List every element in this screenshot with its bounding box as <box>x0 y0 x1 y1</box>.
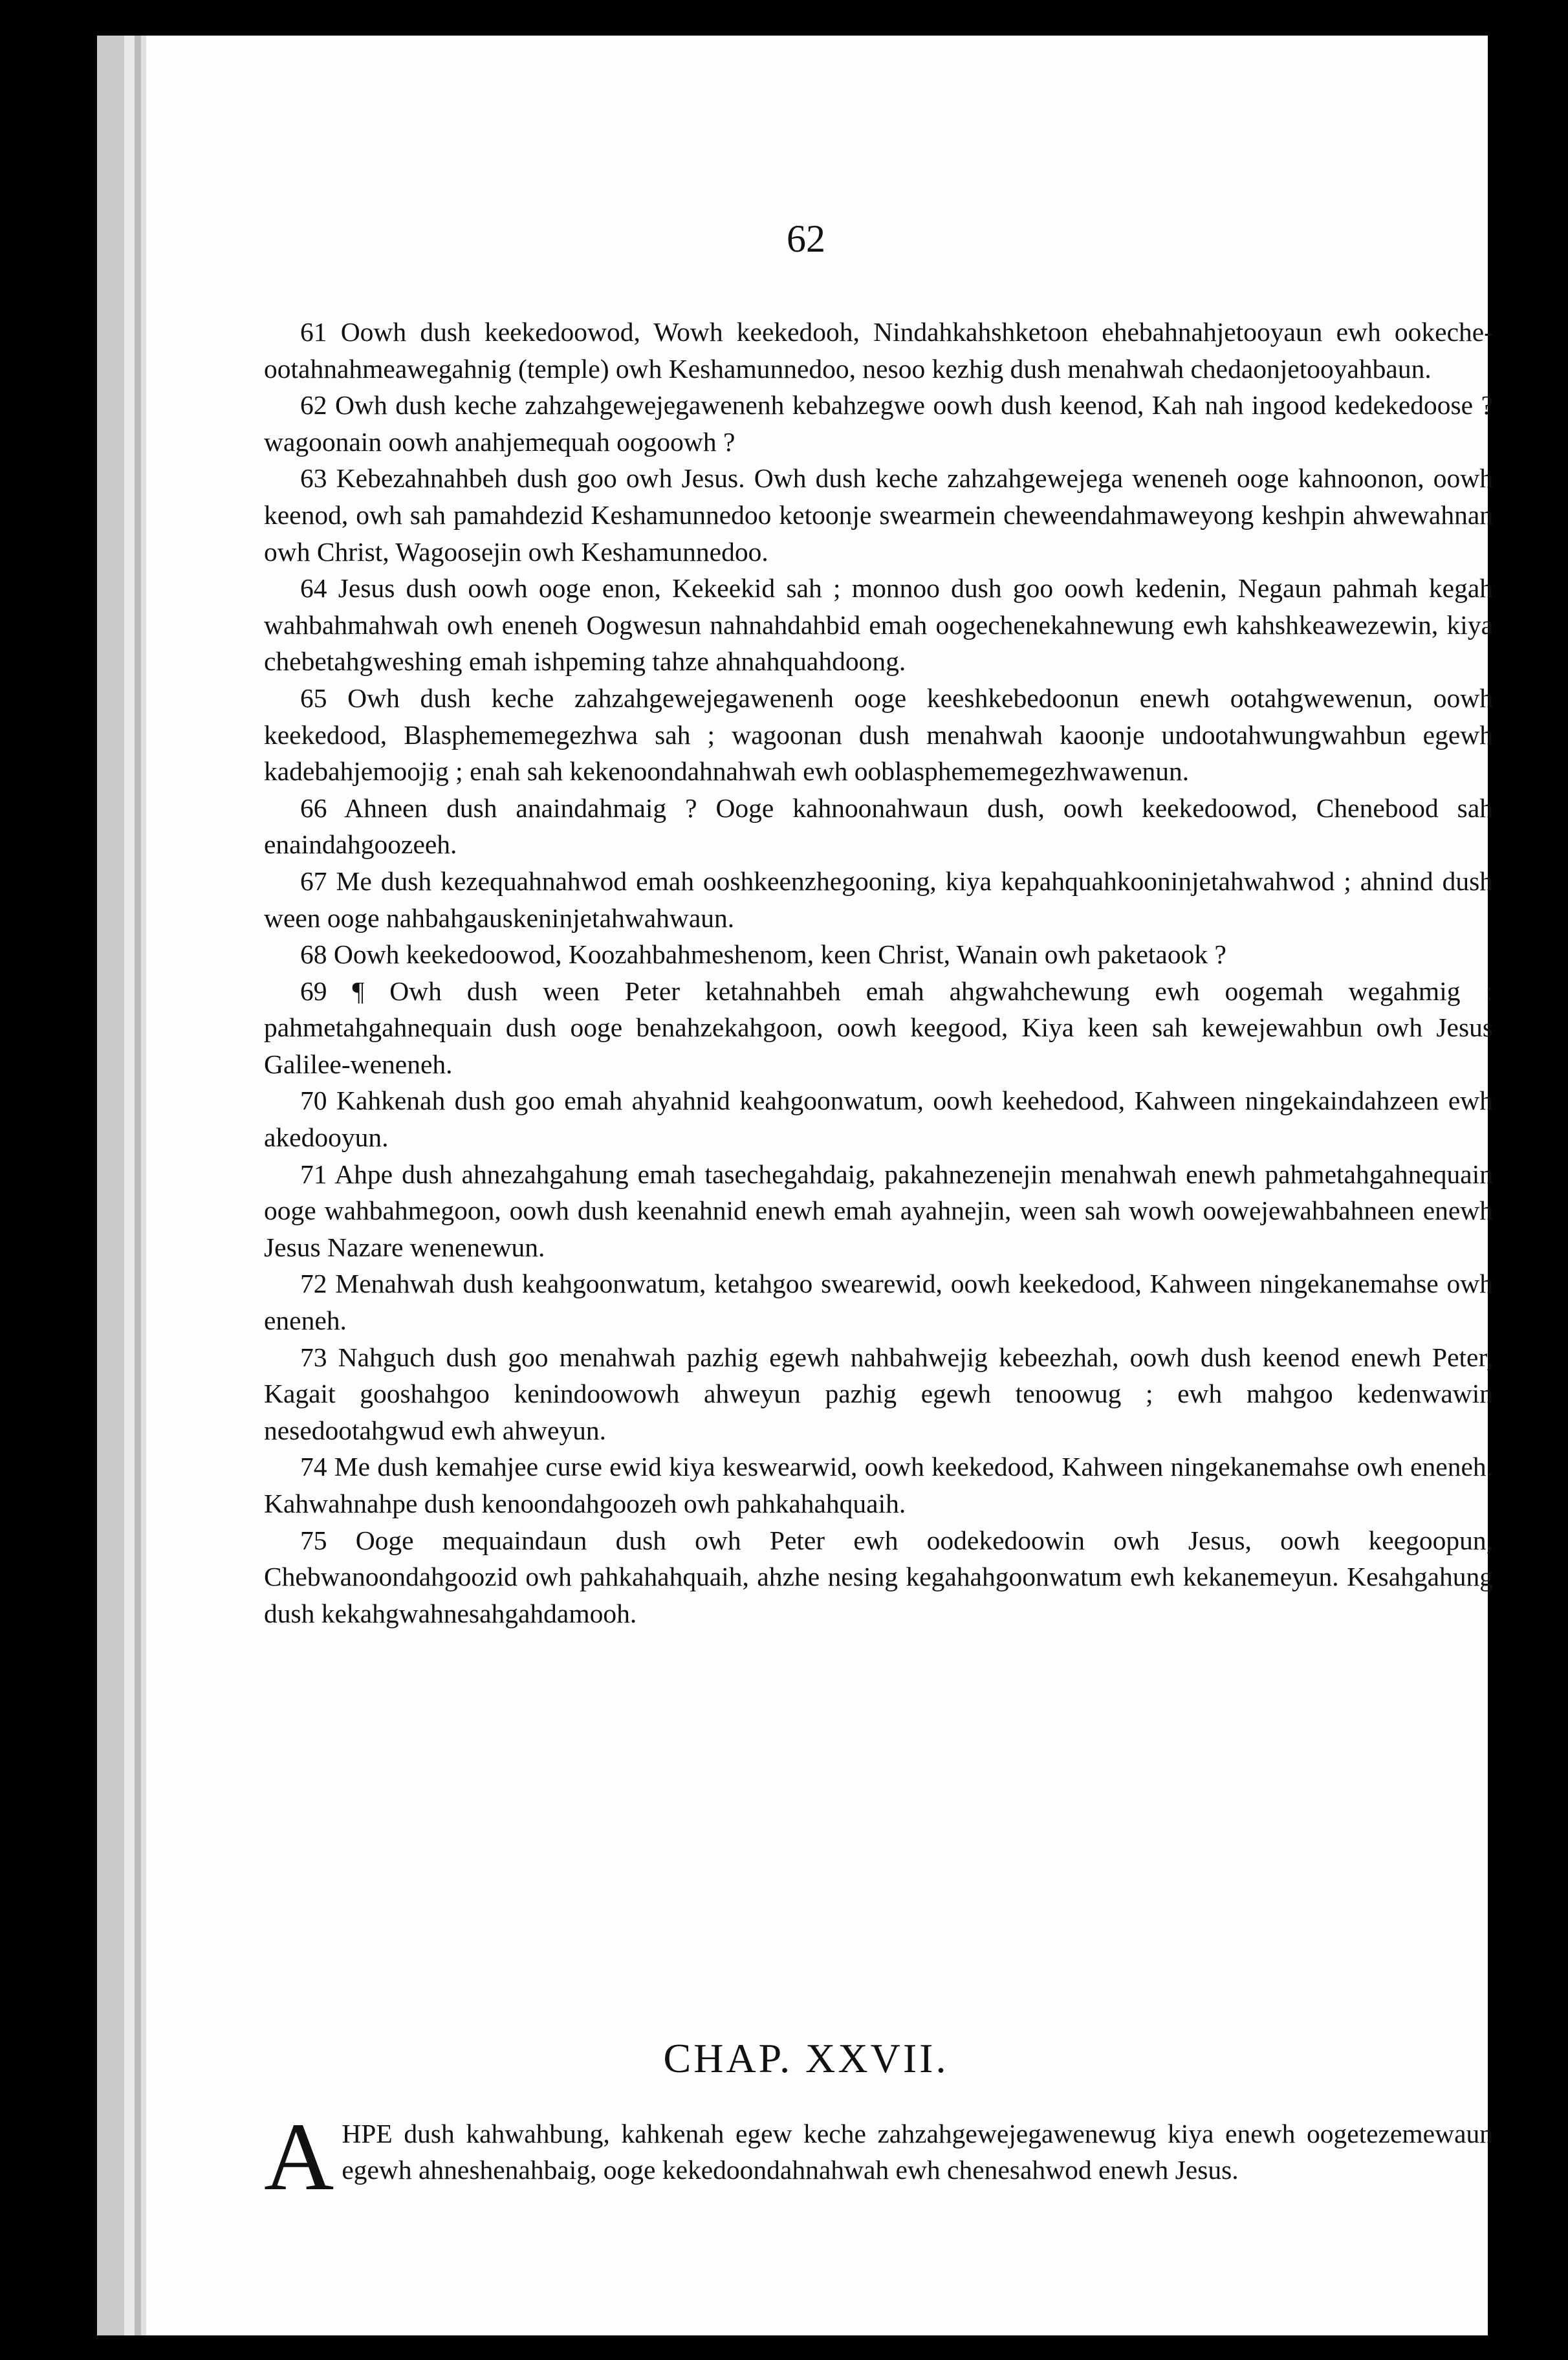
chapter-heading: CHAP. XXVII. <box>663 2035 949 2081</box>
verse-61: 61 Oowh dush keekedoowod, Wowh keekedooh, Nindahkahshketoon ehebahnahjetooyaun ewh ookeche-ootahnahmeawegahnig (temple) owh Keshamunnedoo, nesoo kezhig dush menahwah chedaonjetooyahbaun. <box>264 317 1493 384</box>
verse-65: 65 Owh dush keche zahzahgewejegawenenh ooge keeshkebedoonun enewh ootahgwewenun, oowh keekedood, Blasphememegezhwa sah ; wagoonan dush menahwah kaoonje undootahwungwahbun egewh kadebahjemoojig ; enah sah kekenoondahnahwah ewh ooblasphememegezhwawenun. <box>264 683 1493 787</box>
verse-74: 74 Me dush kemahjee curse ewid kiya keswearwid, oowh keekedood, Kahween ningekanemahse owh eneneh. Kahwahnahpe dush kenoondahgoozeh owh pahkahahquaih. <box>264 1452 1493 1518</box>
verse-68: 68 Oowh keekedoowod, Koozahbahmeshenom, keen Christ, Wanain owh paketaook ? <box>300 939 1226 970</box>
chapter-opening-text: HPE dush kahwahbung, kahkenah egew keche zahzahgewejegawenewug kiya enewh oogetezemewaun egewh ahneshenahbaig, ooge kekedoondahnahwah ewh chenesahwod enewh Jesus. <box>342 2119 1493 2185</box>
verse-75: 75 Ooge mequaindaun dush owh Peter ewh oodekedoowin owh Jesus, oowh keegoopun, Chebwanoondahgoozid owh pahkahahquaih, ahzhe nesing kegahahgoonwatum ewh kekanemeyun. Kesahgahung dush kekahgwahnesahgahdamooh. <box>264 1525 1493 1628</box>
drop-cap: A <box>264 2103 334 2211</box>
verse-list <box>264 314 1493 1632</box>
chapter-opening-paragraph <box>264 2103 1493 2211</box>
verse-66: 66 Ahneen dush anaindahmaig ? Ooge kahnoonahwaun dush, oowh keekedoowod, Chenebood sah enaindahgoozeeh. <box>264 792 1493 860</box>
book-page <box>97 36 1493 2335</box>
verse-70: 70 Kahkenah dush goo emah ahyahnid keahgoonwatum, oowh keehedood, Kahween ningekaindahzeen ewh akedooyun. <box>264 1086 1493 1153</box>
verse-72: 72 Menahwah dush keahgoonwatum, ketahgoo swearewid, oowh keekedood, Kahween ningekanemahse owh eneneh. <box>264 1269 1493 1336</box>
page-number: 62 <box>787 217 825 260</box>
verse-73: 73 Nahguch dush goo menahwah pazhig egewh nahbahwejig kebeezhah, oowh dush keenod enewh Peter, Kagait gooshahgoo kenindoowowh ahweyun pazhig egewh tenoowug ; ewh mahgoo kedenwawin nesedootahgwud ewh ahweyun. <box>264 1342 1493 1445</box>
verse-63: 63 Kebezahnahbeh dush goo owh Jesus. Owh dush keche zahzahgewejega weneneh ooge kahnoonon, oowh keenod, owh sah pamahdezid Keshamunnedoo ketoonje swearmein cheweendahmaweyong keshpin ahwewahnan owh Christ, Wagoosejin owh Keshamunnedoo. <box>264 463 1493 567</box>
verse-71: 71 Ahpe dush ahnezahgahung emah tasechegahdaig, pakahnezenejin menahwah enewh pahmetahgahnequain ooge wahbahmegoon, oowh dush keenahnid enewh emah ayahnejin, ween sah wowh oowejewahbahneen enewh Jesus Nazare wenenewun. <box>264 1159 1493 1262</box>
verse-62: 62 Owh dush keche zahzahgewejegawenenh kebahzegwe oowh dush keenod, Kah nah ingood kedekedoose ? wagoonain oowh anahjemequah oogoowh ? <box>264 390 1493 457</box>
verse-67: 67 Me dush kezequahnahwod emah ooshkeenzhegooning, kiya kepahquahkooninjetahwahwod ; ahnind dush ween ooge nahbahgauskeninjetahwahwaun. <box>264 866 1493 933</box>
verse-64: 64 Jesus dush oowh ooge enon, Kekeekid sah ; monnoo dush goo oowh kedenin, Negaun pahmah kegah wahbahmahwah owh eneneh Oogwesun nahnahdahbid emah oogechenekahnewung ewh kahshkeawezewin, kiya chebetahgweshing emah ishpeming tahze ahnahquahdoong. <box>264 573 1493 677</box>
verse-69: 69 ¶ Owh dush ween Peter ketahnahbeh emah ahgwahchewung ewh oogemah wegahmig : pahmetahgahnequain dush ooge benahzekahgoon, oowh keegood, Kiya keen sah kewejewahbun owh Jesus Galilee-weneneh. <box>264 976 1493 1079</box>
